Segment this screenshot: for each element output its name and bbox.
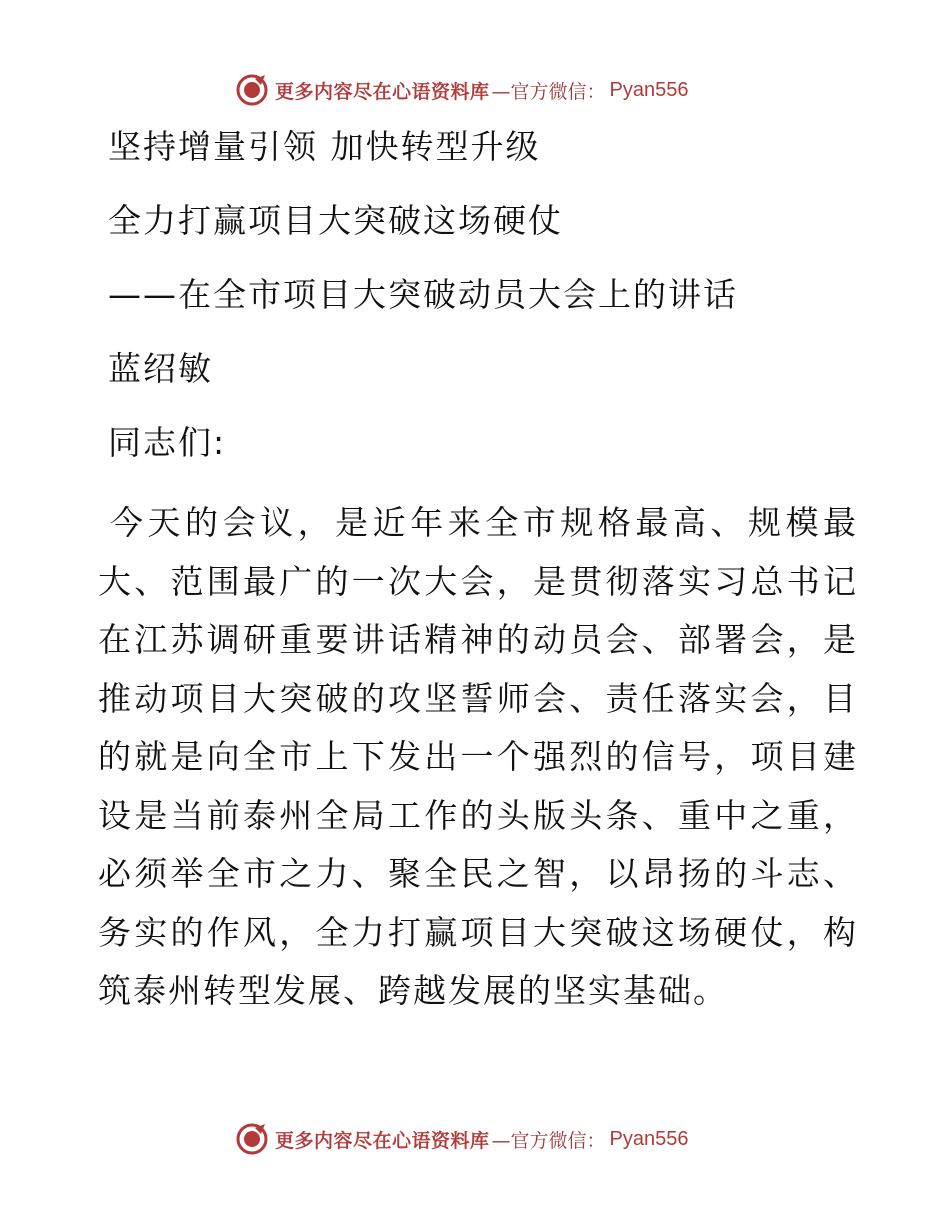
watermark-footer xyxy=(235,1121,689,1157)
watermark-header xyxy=(235,72,689,108)
watermark-wechat-label: —官方微信： xyxy=(491,1129,606,1152)
pen-logo-icon xyxy=(235,1122,269,1156)
watermark-text: 更多内容尽在心语资料库 xyxy=(275,80,490,103)
salutation: 同志们: xyxy=(108,423,227,462)
body-paragraph: 今天的会议，是近年来全市规格最高、规模最大、范围最广的一次大会，是贯彻落实习总书记在江苏调研重要讲话精神的动员会、部署会，是推动项目大突破的攻坚誓师会、责任落实会，目的就是向全市上下发出一个强烈的信号，项目建设是当前泰州全局工作的头版头条、重中之重，必须举全市之力、聚全民之智，以昂扬的斗志、务实的作风，全力打赢项目大突破这场硬仗，构筑泰州转型发展、跨越发展的坚实基础。 xyxy=(98,503,858,1010)
watermark-wechat-label: —官方微信： xyxy=(491,80,606,103)
title-line-2: 全力打赢项目大突破这场硬仗 xyxy=(108,201,563,240)
title-line-1: 坚持增量引领 加快转型升级 xyxy=(108,127,541,166)
pen-logo-icon xyxy=(235,73,269,107)
author: 蓝绍敏 xyxy=(108,349,213,388)
watermark-wechat-id: Pyan556 xyxy=(609,78,689,101)
watermark-text: 更多内容尽在心语资料库 xyxy=(275,1129,490,1152)
subtitle: ——在全市项目大突破动员大会上的讲话 xyxy=(108,275,738,314)
watermark-wechat-id: Pyan556 xyxy=(609,1127,689,1150)
